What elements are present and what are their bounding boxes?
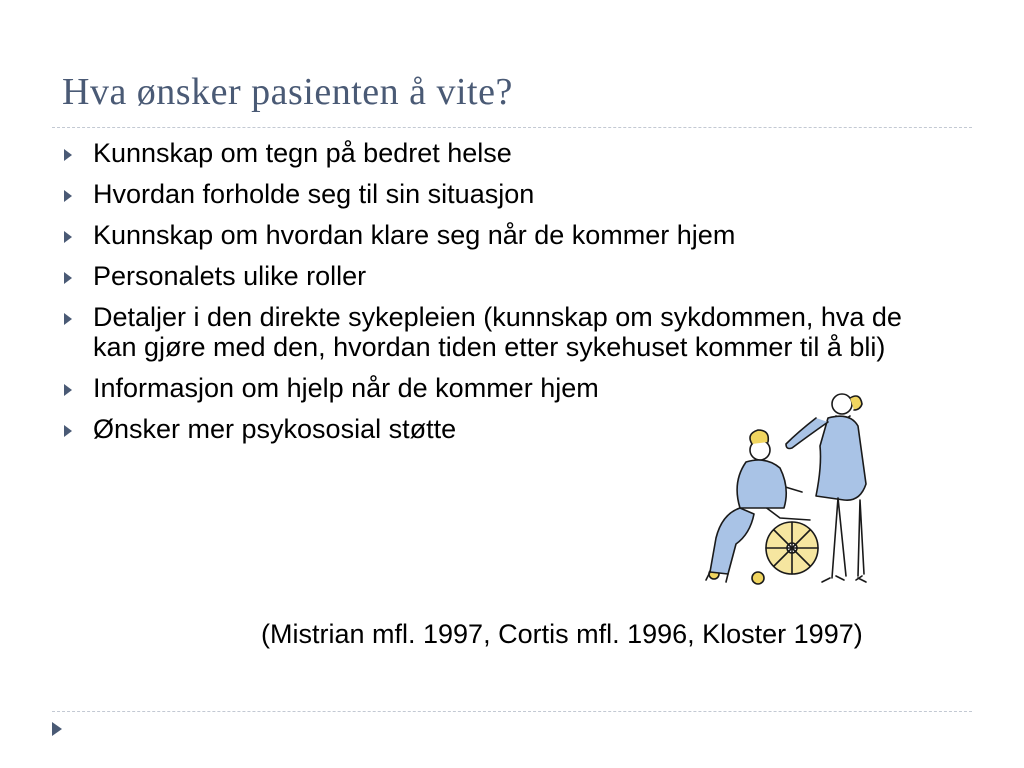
bullet-text: Personalets ulike roller [93, 261, 367, 291]
bullet-arrow-icon [64, 384, 72, 396]
bullet-arrow-icon [64, 313, 72, 325]
bullet-arrow-icon [64, 231, 72, 243]
bullet-text: Kunnskap om tegn på bedret helse [93, 138, 512, 168]
nurse-wheelchair-clipart [700, 388, 875, 588]
bullet-text: Informasjon om hjelp når de kommer hjem [93, 373, 599, 403]
bullet-arrow-icon [64, 190, 72, 202]
bullet-arrow-icon [64, 272, 72, 284]
bullet-text: Detaljer i den direkte sykepleien (kunnskap om sykdommen, hva de kan gjøre med den, hvordan tiden etter sykehuset kommer til å bli) [93, 302, 902, 362]
bullet-arrow-icon [64, 149, 72, 161]
bullet-item [62, 220, 942, 250]
bullet-item [62, 138, 942, 168]
footer-divider [52, 711, 972, 712]
bullet-arrow-icon [64, 425, 72, 437]
bullet-item [62, 302, 942, 362]
bullet-item [62, 179, 942, 209]
next-slide-arrow-icon[interactable] [52, 722, 62, 736]
title-divider [52, 127, 972, 128]
slide-title: Hva ønsker pasienten å vite? [62, 71, 513, 113]
bullet-text: Ønsker mer psykososial støtte [93, 414, 457, 444]
bullet-item [62, 261, 942, 291]
bullet-text: Hvordan forholde seg til sin situasjon [93, 179, 535, 209]
citation: (Mistrian mfl. 1997, Cortis mfl. 1996, Kloster 1997) [261, 619, 863, 649]
bullet-text: Kunnskap om hvordan klare seg når de kommer hjem [93, 220, 736, 250]
